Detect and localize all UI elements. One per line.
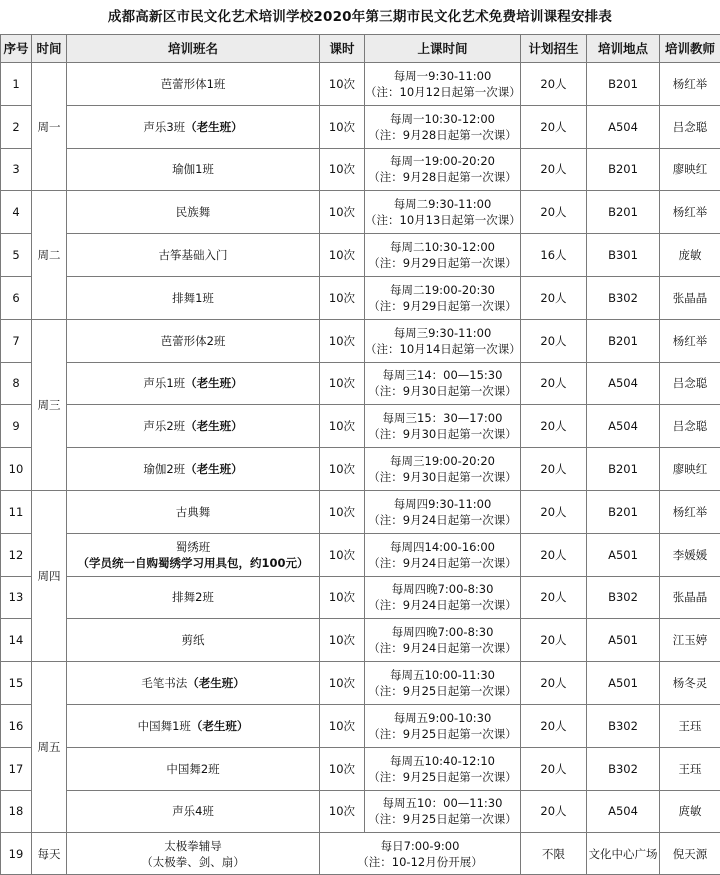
day-tuesday: 周二 (32, 191, 67, 319)
sessions: 10次 (320, 234, 365, 277)
class-time: 每周四晚7:00-8:30 （注：9月24日起第一次课） (365, 576, 521, 619)
table-row (1, 105, 720, 148)
class-time: 每周三9:30-11:00 （注：10月14日起第一次课） (365, 319, 521, 362)
sessions: 10次 (320, 319, 365, 362)
table-row (1, 276, 720, 319)
place: B201 (587, 191, 660, 234)
teacher: 吕念聪 (660, 105, 720, 148)
teacher: 张晶晶 (660, 576, 720, 619)
quota: 16人 (521, 234, 587, 277)
row-no: 5 (1, 234, 32, 277)
class-name: 芭蕾形体2班 (67, 319, 320, 362)
table-row (1, 191, 720, 234)
row-no: 8 (1, 362, 32, 405)
quota: 20人 (521, 704, 587, 747)
class-name: 剪纸 (67, 619, 320, 662)
place: B201 (587, 148, 660, 191)
class-name: 声乐1班（老生班） (67, 362, 320, 405)
table-row (1, 319, 720, 362)
header-class: 培训班名 (67, 35, 320, 63)
table-row (1, 362, 720, 405)
day-monday: 周一 (32, 63, 67, 191)
teacher: 杨红举 (660, 191, 720, 234)
row-no: 13 (1, 576, 32, 619)
table-row (1, 234, 720, 277)
place: B302 (587, 576, 660, 619)
class-name: 瑜伽1班 (67, 148, 320, 191)
teacher: 杨红举 (660, 63, 720, 106)
class-name: 芭蕾形体1班 (67, 63, 320, 106)
class-time: 每周四14:00-16:00 （注：9月24日起第一次课） (365, 533, 521, 576)
class-name: 中国舞2班 (67, 747, 320, 790)
table-row (1, 790, 720, 833)
header-row (1, 35, 720, 63)
day-friday: 周五 (32, 662, 67, 833)
teacher: 李媛媛 (660, 533, 720, 576)
row-no: 16 (1, 704, 32, 747)
table-row (1, 148, 720, 191)
table-row (1, 833, 720, 875)
class-name: 声乐2班（老生班） (67, 405, 320, 448)
table-row (1, 704, 720, 747)
header-teacher: 培训教师 (660, 35, 720, 63)
place: B302 (587, 276, 660, 319)
quota: 20人 (521, 105, 587, 148)
class-time: 每周五9:00-10:30 （注：9月25日起第一次课） (365, 704, 521, 747)
sessions: 10次 (320, 490, 365, 533)
table-row (1, 533, 720, 576)
sessions: 10次 (320, 405, 365, 448)
quota: 20人 (521, 747, 587, 790)
day-wednesday: 周三 (32, 319, 67, 490)
teacher: 庹敏 (660, 790, 720, 833)
row-no: 4 (1, 191, 32, 234)
sessions: 10次 (320, 191, 365, 234)
header-sessions: 课时 (320, 35, 365, 63)
class-time: 每周二10:30-12:00 （注：9月29日起第一次课） (365, 234, 521, 277)
sessions: 10次 (320, 533, 365, 576)
place: A504 (587, 790, 660, 833)
class-time: 每周二19:00-20:30 （注：9月29日起第一次课） (365, 276, 521, 319)
quota: 20人 (521, 276, 587, 319)
place: B302 (587, 747, 660, 790)
sessions: 10次 (320, 105, 365, 148)
place: A501 (587, 662, 660, 705)
class-time: 每周三19:00-20:20 （注：9月30日起第一次课） (365, 448, 521, 491)
table-row (1, 747, 720, 790)
teacher: 杨冬灵 (660, 662, 720, 705)
teacher: 江玉婷 (660, 619, 720, 662)
row-no: 14 (1, 619, 32, 662)
class-name: 古典舞 (67, 490, 320, 533)
page-title: 成都高新区市民文化艺术培训学校2020年第三期市民文化艺术免费培训课程安排表 (107, 9, 613, 25)
teacher: 廖映红 (660, 448, 720, 491)
row-no: 10 (1, 448, 32, 491)
class-name: 排舞2班 (67, 576, 320, 619)
teacher: 庞敏 (660, 234, 720, 277)
class-time: 每周四9:30-11:00 （注：9月24日起第一次课） (365, 490, 521, 533)
quota: 20人 (521, 319, 587, 362)
header-no: 序号 (1, 35, 32, 63)
header-place: 培训地点 (587, 35, 660, 63)
sessions: 10次 (320, 662, 365, 705)
class-time: 每周五10:00-11:30 （注：9月25日起第一次课） (365, 662, 521, 705)
class-name: 瑜伽2班（老生班） (67, 448, 320, 491)
class-name: 声乐4班 (67, 790, 320, 833)
place: 文化中心广场 (587, 833, 660, 875)
place: B201 (587, 448, 660, 491)
place: B201 (587, 319, 660, 362)
sessions: 10次 (320, 619, 365, 662)
row-no: 18 (1, 790, 32, 833)
teacher: 吕念聪 (660, 362, 720, 405)
class-time: 每周三15：30—17:00 （注：9月30日起第一次课） (365, 405, 521, 448)
row-no: 12 (1, 533, 32, 576)
class-time: 每周五10:40-12:10 （注：9月25日起第一次课） (365, 747, 521, 790)
class-time: 每周一19:00-20:20 （注：9月28日起第一次课） (365, 148, 521, 191)
class-name: 毛笔书法（老生班） (67, 662, 320, 705)
row-no: 2 (1, 105, 32, 148)
day-daily: 每天 (32, 833, 67, 875)
class-name: 蜀绣班 （学员统一自购蜀绣学习用具包，约100元） (67, 533, 320, 576)
class-time: 每日7:00-9:00 （注：10-12月份开展） (320, 833, 521, 875)
table-row (1, 448, 720, 491)
row-no: 15 (1, 662, 32, 705)
class-time: 每周一10:30-12:00 （注：9月28日起第一次课） (365, 105, 521, 148)
teacher: 杨红举 (660, 490, 720, 533)
day-thursday: 周四 (32, 490, 67, 661)
class-name: 太极拳辅导 （太极拳、剑、扇） (67, 833, 320, 875)
class-time: 每周三14：00—15:30 （注：9月30日起第一次课） (365, 362, 521, 405)
quota: 不限 (521, 833, 587, 875)
quota: 20人 (521, 448, 587, 491)
table-row (1, 490, 720, 533)
place: A501 (587, 533, 660, 576)
sessions: 10次 (320, 362, 365, 405)
class-name: 声乐3班（老生班） (67, 105, 320, 148)
class-time: 每周四晚7:00-8:30 （注：9月24日起第一次课） (365, 619, 521, 662)
table-row (1, 619, 720, 662)
header-day: 时间 (32, 35, 67, 63)
row-no: 3 (1, 148, 32, 191)
sessions: 10次 (320, 790, 365, 833)
quota: 20人 (521, 148, 587, 191)
header-time: 上课时间 (365, 35, 521, 63)
place: A501 (587, 619, 660, 662)
table-row (1, 662, 720, 705)
teacher: 张晶晶 (660, 276, 720, 319)
row-no: 6 (1, 276, 32, 319)
header-quota: 计划招生 (521, 35, 587, 63)
quota: 20人 (521, 362, 587, 405)
class-time: 每周二9:30-11:00 （注：10月13日起第一次课） (365, 191, 521, 234)
sessions: 10次 (320, 704, 365, 747)
class-name: 民族舞 (67, 191, 320, 234)
class-name: 排舞1班 (67, 276, 320, 319)
sessions: 10次 (320, 276, 365, 319)
class-time: 每周一9:30-11:00 （注：10月12日起第一次课） (365, 63, 521, 106)
teacher: 廖映红 (660, 148, 720, 191)
row-no: 11 (1, 490, 32, 533)
quota: 20人 (521, 576, 587, 619)
quota: 20人 (521, 191, 587, 234)
sessions: 10次 (320, 448, 365, 491)
schedule-table (0, 34, 720, 875)
teacher: 王珏 (660, 704, 720, 747)
quota: 20人 (521, 405, 587, 448)
teacher: 杨红举 (660, 319, 720, 362)
row-no: 19 (1, 833, 32, 875)
sessions: 10次 (320, 747, 365, 790)
place: A504 (587, 405, 660, 448)
place: A504 (587, 105, 660, 148)
sessions: 10次 (320, 148, 365, 191)
place: B201 (587, 63, 660, 106)
teacher: 吕念聪 (660, 405, 720, 448)
quota: 20人 (521, 63, 587, 106)
table-row (1, 405, 720, 448)
class-time: 每周五10：00—11:30 （注：9月25日起第一次课） (365, 790, 521, 833)
place: B301 (587, 234, 660, 277)
place: B201 (587, 490, 660, 533)
teacher: 倪天源 (660, 833, 720, 875)
sessions: 10次 (320, 63, 365, 106)
class-name: 古筝基础入门 (67, 234, 320, 277)
quota: 20人 (521, 662, 587, 705)
quota: 20人 (521, 533, 587, 576)
row-no: 1 (1, 63, 32, 106)
row-no: 17 (1, 747, 32, 790)
row-no: 9 (1, 405, 32, 448)
place: A504 (587, 362, 660, 405)
class-name: 中国舞1班（老生班） (67, 704, 320, 747)
quota: 20人 (521, 790, 587, 833)
teacher: 王珏 (660, 747, 720, 790)
sessions: 10次 (320, 576, 365, 619)
quota: 20人 (521, 619, 587, 662)
table-row (1, 63, 720, 106)
place: B302 (587, 704, 660, 747)
quota: 20人 (521, 490, 587, 533)
row-no: 7 (1, 319, 32, 362)
table-row (1, 576, 720, 619)
